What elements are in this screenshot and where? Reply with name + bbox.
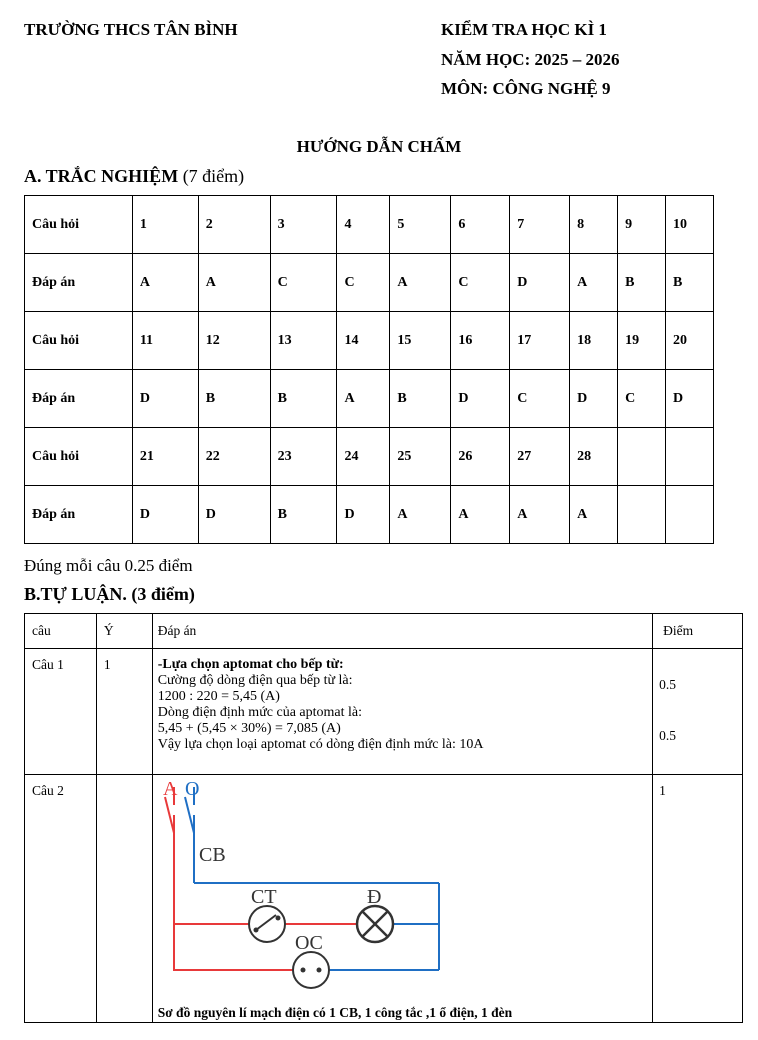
mcq-answer-cell: B [270, 486, 337, 544]
mcq-answer-cell: A [337, 370, 390, 428]
mcq-answer-cell: D [132, 370, 198, 428]
mcq-question-label: Câu hỏi [25, 196, 133, 254]
mcq-question-number: 13 [270, 312, 337, 370]
mcq-question-number: 28 [570, 428, 618, 486]
q2-caption: Sơ đồ nguyên lí mạch điện có 1 CB, 1 công tắc ,1 ổ điện, 1 đèn [157, 1005, 513, 1020]
mcq-answer-label: Đáp án [25, 370, 133, 428]
mcq-answer-cell: D [337, 486, 390, 544]
q1-line: 5,45 + (5,45 × 30%) = 7,085 (A) [157, 721, 341, 736]
q1-line: 1200 : 220 = 5,45 (A) [157, 689, 280, 704]
essay-header-row [25, 614, 743, 649]
mcq-question-number: 2 [198, 196, 270, 254]
mcq-scoring-note: Đúng mỗi câu 0.25 điểm [24, 556, 193, 575]
mcq-question-number: 9 [618, 196, 666, 254]
q1-line: Dòng điện định mức của aptomat là: [157, 705, 363, 720]
q1-scores [653, 649, 743, 775]
mcq-answer-row [25, 370, 714, 428]
mcq-answer-cell: A [132, 254, 198, 312]
mcq-question-label: Câu hỏi [25, 428, 133, 486]
mcq-question-number: 12 [198, 312, 270, 370]
mcq-question-number: 16 [451, 312, 510, 370]
school-name: TRƯỜNG THCS TÂN BÌNH [24, 20, 238, 39]
mcq-question-row [25, 196, 714, 254]
mcq-question-number: 26 [451, 428, 510, 486]
mcq-question-number: 5 [390, 196, 451, 254]
mcq-answer-cell: B [666, 254, 714, 312]
mcq-answer-cell [666, 486, 714, 544]
page-title: HƯỚNG DẪN CHẤM [296, 137, 462, 156]
mcq-answer-cell [618, 486, 666, 544]
essay-col-y: Ý [96, 614, 152, 649]
mcq-question-number: 23 [270, 428, 337, 486]
mcq-answer-cell: D [198, 486, 270, 544]
mcq-answer-table [24, 195, 714, 544]
circuit-diagram [153, 775, 453, 997]
mcq-answer-row [25, 486, 714, 544]
mcq-answer-cell: C [618, 370, 666, 428]
section-a-points: (7 điểm) [178, 166, 245, 186]
q1-y: 1 [96, 649, 152, 775]
essay-grading-table [24, 613, 743, 1023]
label-lamp: Đ [366, 886, 382, 908]
mcq-answer-cell: B [270, 370, 337, 428]
essay-col-q: câu [25, 614, 97, 649]
mcq-question-row [25, 428, 714, 486]
mcq-question-label: Câu hỏi [25, 312, 133, 370]
mcq-question-number: 19 [618, 312, 666, 370]
mcq-answer-cell: D [132, 486, 198, 544]
section-a-label: A. TRẮC NGHIỆM [24, 166, 179, 186]
mcq-answer-cell: C [270, 254, 337, 312]
essay-row-q1 [25, 649, 743, 775]
mcq-question-number: 6 [451, 196, 510, 254]
q1-heading: -Lựa chọn aptomat cho bếp từ: [157, 657, 344, 672]
exam-title: KIỂM TRA HỌC KÌ 1 [441, 20, 607, 39]
q1-label: Câu 1 [25, 649, 97, 775]
school-year: NĂM HỌC: 2025 – 2026 [441, 50, 620, 69]
switch-ct-symbol [249, 906, 285, 942]
q1-line: Cường độ dòng điện qua bếp từ là: [157, 673, 353, 688]
label-neutral-o: O [184, 778, 200, 800]
mcq-question-number: 25 [390, 428, 451, 486]
mcq-answer-cell: D [570, 370, 618, 428]
mcq-answer-cell: C [337, 254, 390, 312]
mcq-answer-cell: A [570, 254, 618, 312]
mcq-question-number: 21 [132, 428, 198, 486]
mcq-answer-label: Đáp án [25, 254, 133, 312]
q2-label: Câu 2 [25, 775, 97, 1023]
mcq-question-row [25, 312, 714, 370]
mcq-question-number: 15 [390, 312, 451, 370]
mcq-question-number: 4 [337, 196, 390, 254]
mcq-question-number: 22 [198, 428, 270, 486]
mcq-question-number: 14 [337, 312, 390, 370]
q2-score: 1 [653, 775, 743, 1023]
mcq-question-number: 17 [510, 312, 570, 370]
label-oc: OC [294, 932, 323, 954]
q2-y [96, 775, 152, 1023]
mcq-question-number [618, 428, 666, 486]
mcq-question-number [666, 428, 714, 486]
mcq-question-number: 7 [510, 196, 570, 254]
mcq-answer-cell: D [510, 254, 570, 312]
mcq-answer-cell: A [198, 254, 270, 312]
essay-col-score: Điểm [653, 614, 743, 649]
mcq-question-number: 18 [570, 312, 618, 370]
mcq-answer-cell: C [510, 370, 570, 428]
socket-symbol [293, 952, 329, 988]
mcq-question-number: 11 [132, 312, 198, 370]
subject: MÔN: CÔNG NGHỆ 9 [441, 79, 611, 98]
q2-answer [152, 775, 652, 1023]
q1-line: Vậy lựa chọn loại aptomat có dòng điện định mức là: 10A [157, 737, 484, 752]
section-a-heading [24, 166, 244, 187]
mcq-answer-cell: A [570, 486, 618, 544]
label-ct: CT [250, 886, 277, 908]
mcq-answer-cell: B [390, 370, 451, 428]
mcq-answer-label: Đáp án [25, 486, 133, 544]
essay-col-answer: Đáp án [152, 614, 652, 649]
q1-answer [152, 649, 652, 775]
mcq-answer-cell: A [390, 486, 451, 544]
mcq-question-number: 24 [337, 428, 390, 486]
q1-score-1: 0.5 [659, 677, 676, 692]
label-live-a: A [162, 778, 178, 800]
mcq-answer-cell: C [451, 254, 510, 312]
label-cb: CB [198, 844, 226, 866]
section-b-heading: B.TỰ LUẬN. (3 điểm) [24, 584, 195, 604]
mcq-question-number: 10 [666, 196, 714, 254]
mcq-question-number: 27 [510, 428, 570, 486]
mcq-answer-cell: B [618, 254, 666, 312]
mcq-answer-cell: A [390, 254, 451, 312]
mcq-answer-row [25, 254, 714, 312]
mcq-question-number: 1 [132, 196, 198, 254]
q1-score-2: 0.5 [659, 728, 676, 743]
mcq-answer-cell: A [451, 486, 510, 544]
mcq-question-number: 8 [570, 196, 618, 254]
mcq-answer-cell: A [510, 486, 570, 544]
mcq-answer-cell: B [198, 370, 270, 428]
essay-row-q2 [25, 775, 743, 1023]
mcq-answer-cell: D [666, 370, 714, 428]
mcq-question-number: 3 [270, 196, 337, 254]
lamp-symbol [357, 906, 393, 942]
mcq-question-number: 20 [666, 312, 714, 370]
mcq-answer-cell: D [451, 370, 510, 428]
